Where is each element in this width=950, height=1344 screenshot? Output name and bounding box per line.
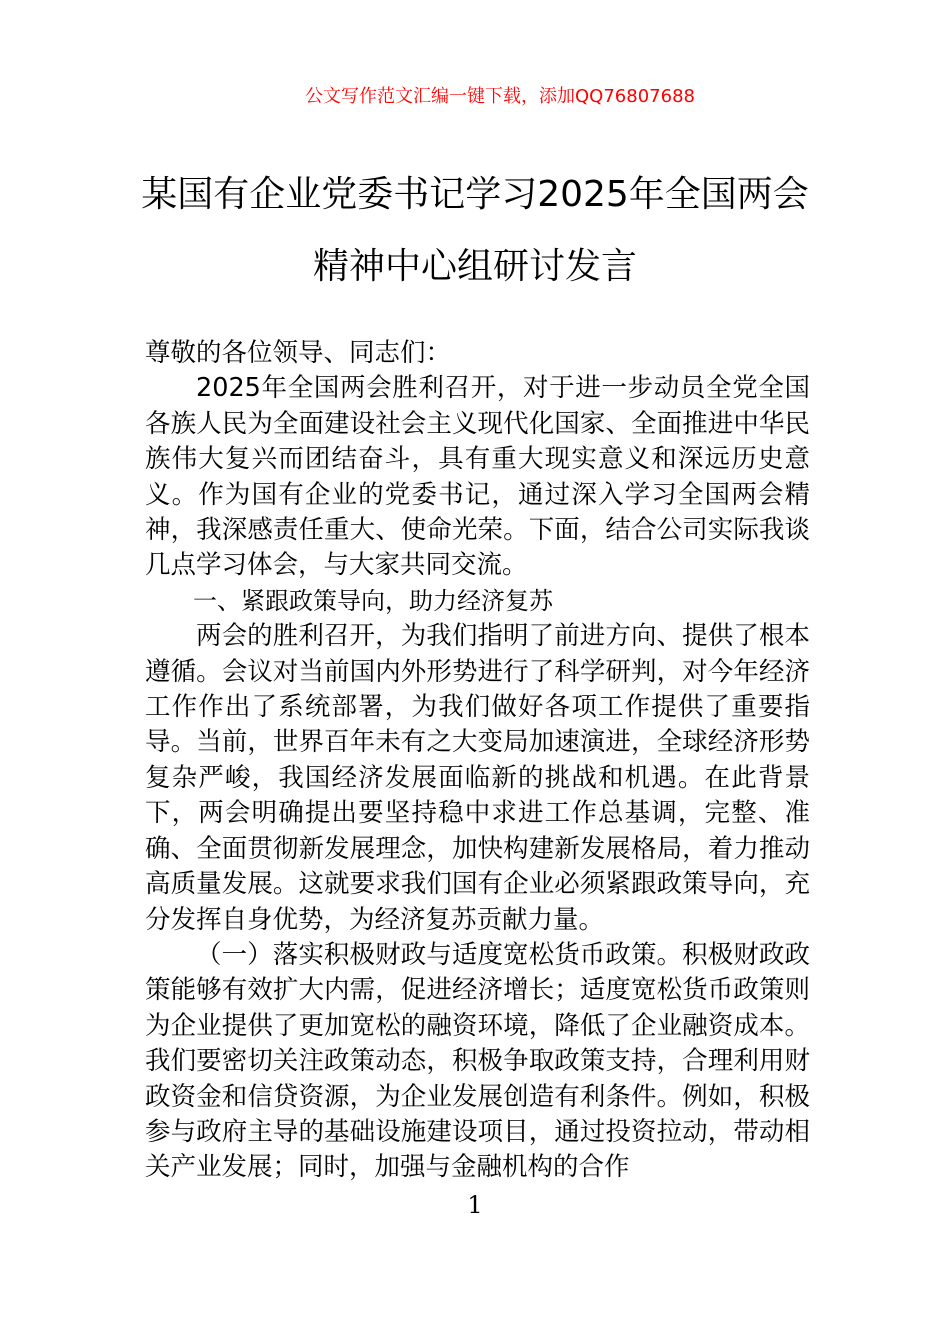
- section-heading-1: 一、紧跟政策导向，助力经济复苏: [193, 586, 553, 615]
- paragraph-subsection-1: （一）落实积极财政与适度宽松货币政策。积极财政政策能够有效扩大内需，促进经济增长；适度宽松货币政策则为企业提供了更加宽松的融资环境，降低了企业融资成本。我们要密切关注政策动态，积极争取政策支持，合理利用财政资金和信贷资源，为企业发展创造有利条件。例如，积极参与政府主导的基础设施建设项目，通过投资拉动，带动相关产业发展；同时，加强与金融机构的合作: [145, 939, 810, 1183]
- document-title-line-1: 某国有企业党委书记学习2025年全国两会: [141, 174, 809, 215]
- paragraph-intro: 2025年全国两会胜利召开，对于进一步动员全党全国各族人民为全面建设社会主义现代化国家、全面推进中华民族伟大复兴而团结奋斗，具有重大现实意义和深远历史意义。作为国有企业的党委书记，通过深入学习全国两会精神，我深感责任重大、使命光荣。下面，结合公司实际我谈几点学习体会，与大家共同交流。: [145, 373, 810, 581]
- document-body: [145, 336, 810, 1186]
- document-title-line-2: 精神中心组研讨发言: [312, 246, 637, 287]
- page-number: 1: [467, 1191, 483, 1219]
- greeting: 尊敬的各位领导、同志们：: [145, 338, 452, 368]
- paragraph-section-1: 两会的胜利召开，为我们指明了前进方向、提供了根本遵循。会议对当前国内外形势进行了科学研判，对今年经济工作作出了系统部署，为我们做好各项工作提供了重要指导。当前，世界百年未有之大变局加速演进，全球经济形势复杂严峻，我国经济发展面临新的挑战和机遇。在此背景下，两会明确提出要坚持稳中求进工作总基调，完整、准确、全面贯彻新发展理念，加快构建新发展格局，着力推动高质量发展。这就要求我们国有企业必须紧跟政策导向，充分发挥自身优势，为经济复苏贡献力量。: [145, 621, 810, 935]
- promo-line: 公文写作范文汇编一键下载，添加QQ76807688: [305, 86, 695, 107]
